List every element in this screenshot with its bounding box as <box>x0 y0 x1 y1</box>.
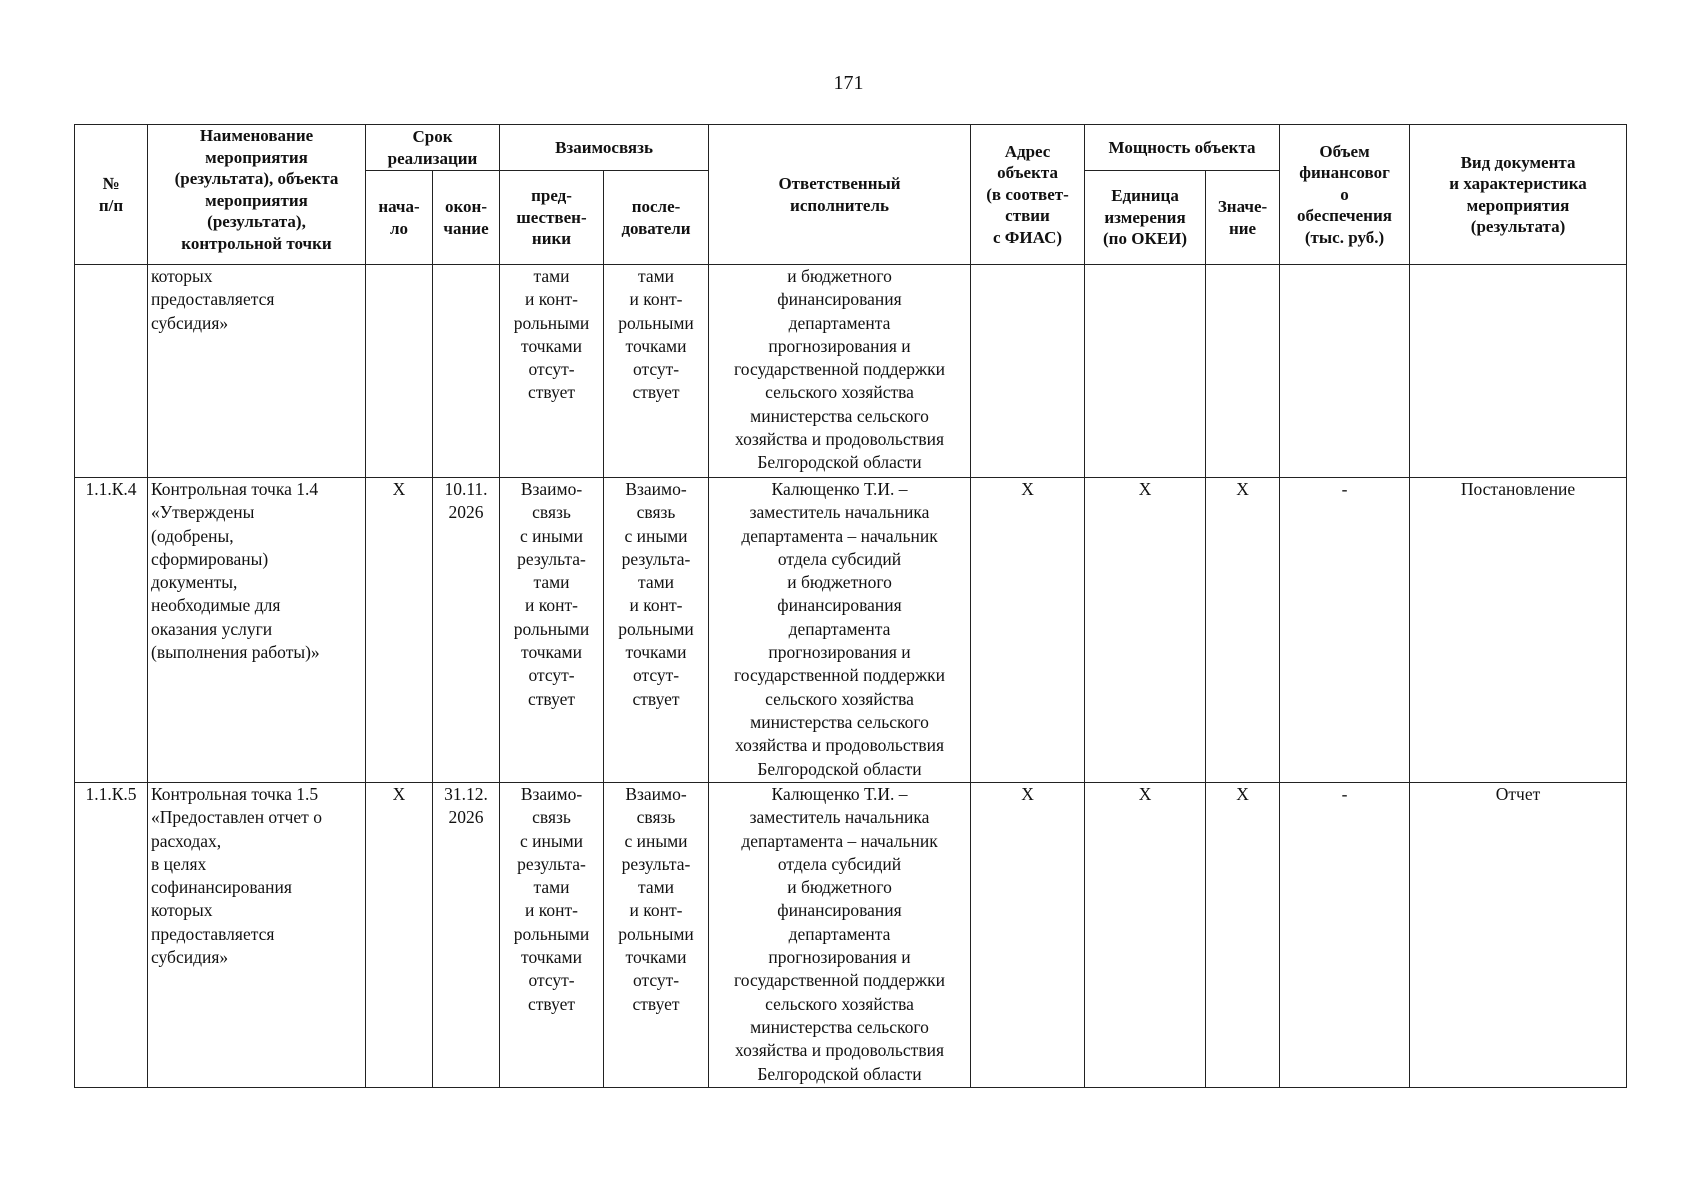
header-num: № п/п <box>75 125 148 265</box>
header-term-end: окон- чание <box>433 171 500 265</box>
cell-end: 31.12. 2026 <box>433 783 500 1088</box>
cell-succ: Взаимо- связь с иными результа- тами и конт- рольными точками отсут- ствует <box>604 478 709 783</box>
cell-unit: X <box>1085 478 1206 783</box>
cell-num <box>75 265 148 478</box>
header-term-start: нача- ло <box>366 171 433 265</box>
header-capacity: Мощность объекта <box>1085 125 1280 171</box>
header-finance: Объем финансовог о обеспечения (тыс. руб.) <box>1280 125 1410 265</box>
header-value: Значе- ние <box>1206 171 1280 265</box>
cell-start: X <box>366 783 433 1088</box>
cell-start: X <box>366 478 433 783</box>
cell-name: Контрольная точка 1.5 «Предоставлен отчет о расходах, в целях софинансирования которых предоставляется субсидия» <box>148 783 366 1088</box>
cell-finance <box>1280 265 1410 478</box>
cell-start <box>366 265 433 478</box>
cell-doc: Отчет <box>1410 783 1627 1088</box>
cell-finance: - <box>1280 478 1410 783</box>
header-unit: Единица измерения (по ОКЕИ) <box>1085 171 1206 265</box>
header-responsible: Ответственный исполнитель <box>709 125 971 265</box>
cell-end <box>433 265 500 478</box>
cell-succ: Взаимо- связь с иными результа- тами и конт- рольными точками отсут- ствует <box>604 783 709 1088</box>
plan-table <box>74 124 1627 1088</box>
cell-value <box>1206 265 1280 478</box>
cell-num: 1.1.К.4 <box>75 478 148 783</box>
header-link-pred: пред- шествен- ники <box>500 171 604 265</box>
header-address: Адрес объекта (в соответ- ствии с ФИАС) <box>971 125 1085 265</box>
cell-address <box>971 265 1085 478</box>
cell-succ: тами и конт- рольными точками отсут- ствует <box>604 265 709 478</box>
cell-pred: тами и конт- рольными точками отсут- ствует <box>500 265 604 478</box>
cell-doc <box>1410 265 1627 478</box>
cell-finance: - <box>1280 783 1410 1088</box>
cell-pred: Взаимо- связь с иными результа- тами и конт- рольными точками отсут- ствует <box>500 478 604 783</box>
header-link-succ: после- дователи <box>604 171 709 265</box>
cell-responsible: и бюджетного финансирования департамента прогнозирования и государственной поддержки сельского хозяйства министерства сельского хозяйства и продовольствия Белгородской области <box>709 265 971 478</box>
cell-name: которых предоставляется субсидия» <box>148 265 366 478</box>
table-row <box>75 783 1627 1088</box>
cell-address: X <box>971 783 1085 1088</box>
cell-pred: Взаимо- связь с иными результа- тами и конт- рольными точками отсут- ствует <box>500 783 604 1088</box>
header-doc: Вид документа и характеристика мероприятия (результата) <box>1410 125 1627 265</box>
cell-end: 10.11. 2026 <box>433 478 500 783</box>
header-name: Наименование мероприятия (результата), объекта мероприятия (результата), контрольной точки <box>148 125 366 265</box>
table-row <box>75 478 1627 783</box>
cell-value: X <box>1206 783 1280 1088</box>
cell-value: X <box>1206 478 1280 783</box>
table-row <box>75 265 1627 478</box>
cell-name: Контрольная точка 1.4 «Утверждены (одобрены, сформированы) документы, необходимые для оказания услуги (выполнения работы)» <box>148 478 366 783</box>
header-link: Взаимосвязь <box>500 125 709 171</box>
cell-doc: Постановление <box>1410 478 1627 783</box>
cell-responsible: Калющенко Т.И. – заместитель начальника департамента – начальник отдела субсидий и бюджетного финансирования департамента прогнозирования и государственной поддержки сельского хозяйства министерства сельского хозяйства и продовольствия Белгородской области <box>709 478 971 783</box>
cell-num: 1.1.К.5 <box>75 783 148 1088</box>
page-number: 171 <box>833 72 864 94</box>
header-term: Срок реализации <box>366 125 500 171</box>
cell-unit: X <box>1085 783 1206 1088</box>
cell-responsible: Калющенко Т.И. – заместитель начальника департамента – начальник отдела субсидий и бюджетного финансирования департамента прогнозирования и государственной поддержки сельского хозяйства министерства сельского хозяйства и продовольствия Белгородской области <box>709 783 971 1088</box>
cell-address: X <box>971 478 1085 783</box>
cell-unit <box>1085 265 1206 478</box>
